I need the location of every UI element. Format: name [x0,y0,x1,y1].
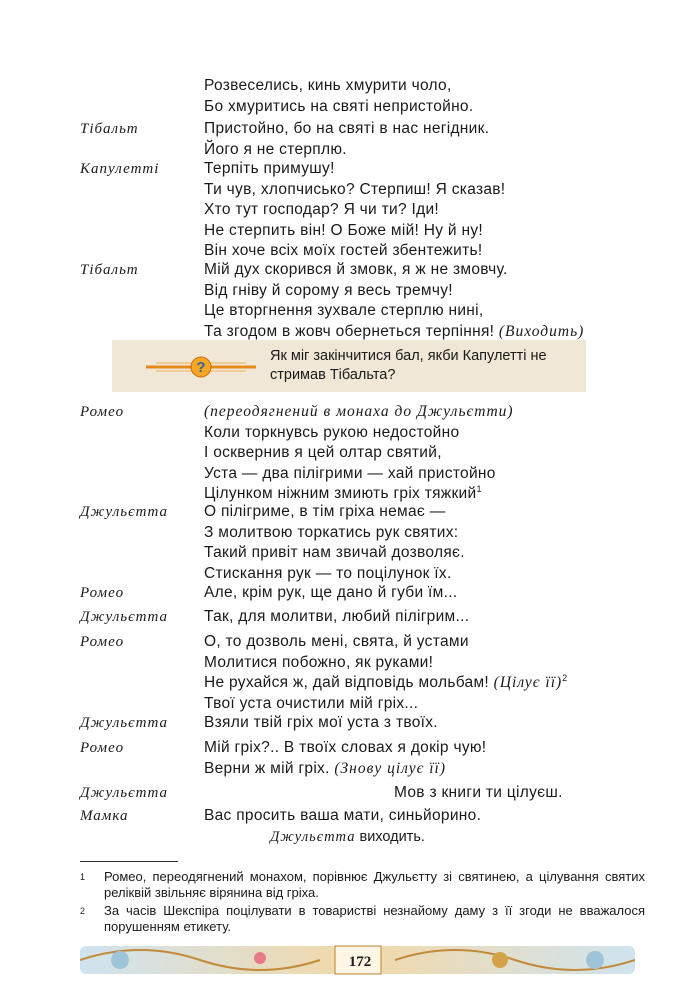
footnote-marker[interactable]: 1 [476,483,482,494]
page-number: 172 [348,954,372,970]
verse-line: О, то дозволь мені, свята, й устами [204,633,469,650]
verse-line: Це вторгнення зухвале стерплю нині, [204,302,484,319]
speaker-name: Ромео [80,740,125,756]
speaker-name: Джульєтта [80,785,169,801]
verse-line: Верни ж мій гріх. (Знову цілує її) [204,759,446,777]
speaker-name: Ромео [80,634,125,650]
verse-line: Від гніву й сорому я весь тремчу! [204,281,453,299]
verse-line: Його я не стерплю. [204,140,347,158]
speaker-name: Джульєтта [80,609,169,625]
footnote-divider [80,861,178,862]
speaker-name: Капулетті [80,161,160,177]
exit-character-name: Джульєтта [270,829,356,845]
verse-line: Ти чув, хлопчисько? Стерпиш! Я сказав! [204,180,506,198]
verse-line: І осквернив я цей олтар святий, [204,444,442,461]
footnote-text: Ромео, переодягнений монахом, порівнює Джульєтту зі святинею, а цілування святих реліквій звільняє вірянина від гріха. [104,869,645,900]
verse-line: Бо хмуритись на святі непристойно. [204,97,474,115]
verse-line: З молитвою торкатись рук святих: [204,523,459,541]
verse-line: Терпіть примушу! [204,160,335,177]
verse-line: Пристойно, бо на святі в нас негідник. [204,120,490,137]
verse-line: Розвеселись, кинь хмурити чоло, [204,77,452,94]
verse-line: Мій дух скорився й змовк, я ж не змовчу. [204,261,508,278]
stage-direction: (Виходить) [498,322,585,340]
stage-direction: (Знову цілує її) [334,759,446,777]
speaker-name: Ромео [80,585,125,601]
question-text: Як міг закінчитися бал, якби Капулетті не [270,348,547,364]
footnote-number: 2 [80,906,86,916]
speaker-name: Тібальт [80,121,139,137]
footnote-text: За часів Шекспіра поцілувати в товаристві незнайому даму з її згоди не вважалося порушенням етикету. [104,903,645,934]
verse-line: Хто тут господар? Я чи ти? Іди! [204,201,440,218]
footnote-number: 1 [80,872,86,882]
verse-line: Коли торкнувсь рукою недостойно [204,423,460,441]
verse-line: Уста — два пілігрими — хай пристойно [204,464,496,482]
exit-stage-direction [0,829,695,846]
verse-line: Взяли твій гріх мої уста з твоїх. [204,714,438,731]
verse-line: О пілігриме, в тім гріха немає — [204,503,446,520]
verse-line: Молитися побожно, як руками! [204,653,434,671]
verse-line: Вас просить ваша мати, синьйорино. [204,807,482,824]
stage-direction: (переодягнений в монаха до Джульєтти) [204,403,514,420]
speaker-name: Джульєтта [80,504,169,520]
svg-text:?: ? [196,359,206,376]
verse-line: Не рухайся ж, дай відповідь мольбам! (Цілує її)$^2$ [204,672,568,691]
verse-line: Але, крім рук, ще дано й губи їм... [204,584,458,601]
question-box [112,340,586,392]
speaker-name: Мамка [80,808,129,824]
exit-action: виходить. [359,829,425,845]
verse-line: Мов з книги ти цілуєш. [394,784,563,801]
verse-line: Так, для молитви, любий пілігрим... [204,608,470,625]
verse-line: Мій гріх?.. В твоїх словах я докір чую! [204,739,487,756]
verse-line: Твої уста очистили мій гріх... [204,694,419,712]
verse-line: Та згодом в жовч обернеться терпіння! (Виходить) [204,322,585,340]
verse-line: Він хоче всіх моїх гостей збентежить! [204,242,483,259]
footnote [80,869,645,901]
question-text: стримав Тібальта? [270,367,396,383]
stage-direction: (Цілує її) [493,674,563,691]
question-mark-ornament-icon [146,356,256,378]
verse-line: Цілунком ніжним змиють гріх тяжкий$^1$ [204,483,482,502]
speaker-name: Тібальт [80,262,139,278]
verse-line: Стискання рук — то поцілунок їх. [204,564,452,582]
footnote-marker[interactable]: 2 [562,672,568,683]
speaker-name: Джульєтта [80,715,169,731]
verse-line: Не стерпить він! О Боже мій! Ну й ну! [204,221,483,239]
footnote [80,903,645,935]
verse-line: Такий привіт нам звичай дозволяє. [204,544,465,561]
speaker-name: Ромео [80,404,125,420]
